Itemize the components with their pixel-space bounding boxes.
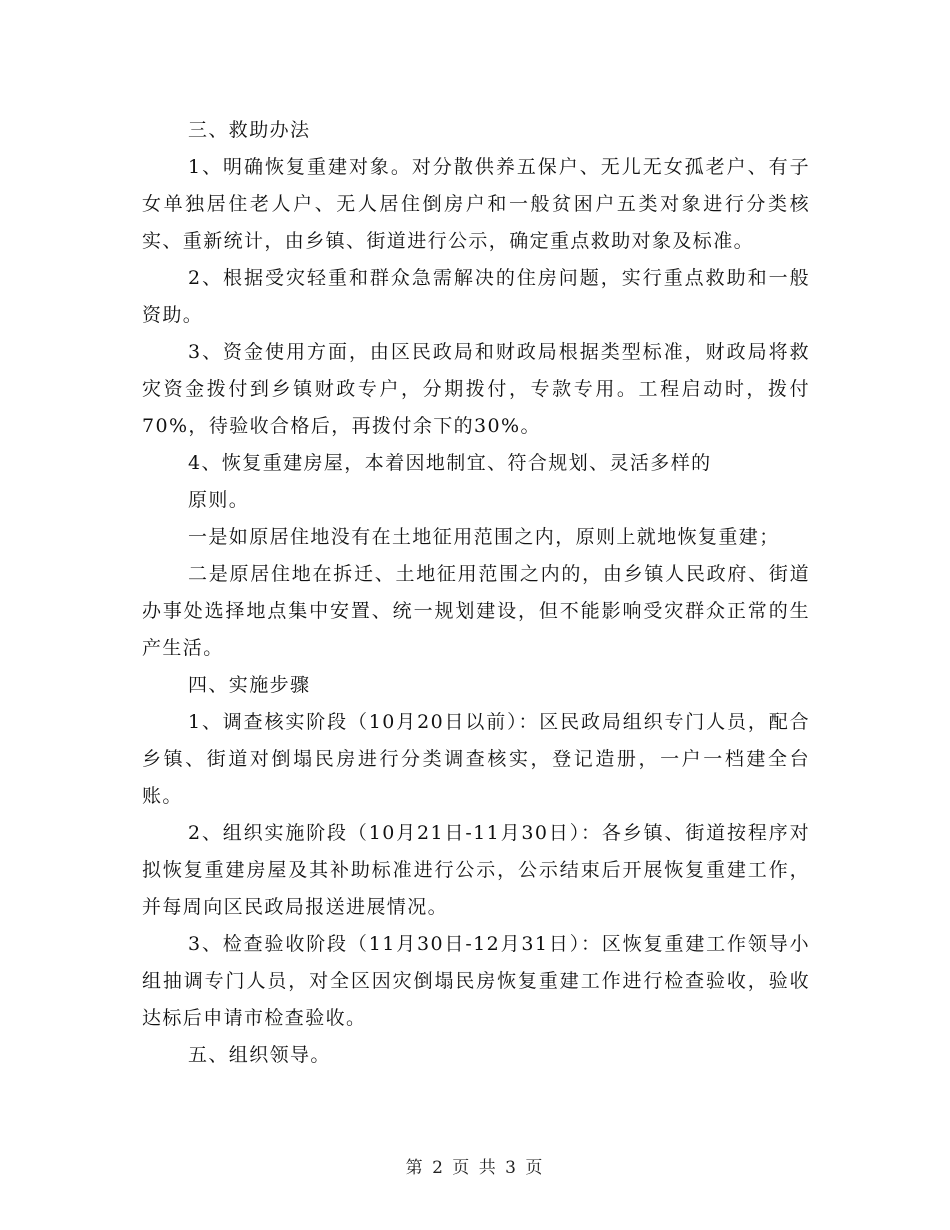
section-heading-3: 三、救助办法: [188, 119, 311, 141]
page-number-footer: 第 2 页 共 3 页: [405, 1158, 545, 1178]
document-body: [142, 112, 810, 1074]
paragraph-4-3: 3、检查验收阶段（11月30日-12月31日）：区恢复重建工作领导小组抽调专门人员，对全区因灾倒塌民房恢复重建工作进行检查验收，验收达标后申请市检查验收。: [142, 933, 810, 1029]
section-heading-4: 四、实施步骤: [188, 674, 311, 696]
paragraph-3-3: 3、资金使用方面，由区民政局和财政局根据类型标准，财政局将救灾资金拨付到乡镇财政专户，分期拨付，专款专用。工程启动时，拨付70%，待验收合格后，再拨付余下的30%。: [142, 341, 810, 437]
paragraph-4-2: 2、组织实施阶段（10月21日-11月30日）：各乡镇、街道按程序对拟恢复重建房屋及其补助标准进行公示，公示结束后开展恢复重建工作，并每周向区民政局报送进展情况。: [142, 822, 810, 918]
paragraph-3-2: 2、根据受灾轻重和群众急需解决的住房问题，实行重点救助和一般资助。: [142, 267, 810, 326]
paragraph-4-1: 1、调查核实阶段（10月20日以前）：区民政局组织专门人员，配合乡镇、街道对倒塌民房进行分类调查核实，登记造册，一户一档建全台账。: [142, 711, 810, 807]
section-heading-5: 五、组织领导。: [188, 1044, 331, 1066]
paragraph-3-4-continued: 原则。: [188, 489, 250, 511]
paragraph-3-4: 4、恢复重建房屋，本着因地制宜、符合规划、灵活多样的: [188, 452, 712, 474]
paragraph-3-4-item-2: 二是原居住地在拆迁、土地征用范围之内的，由乡镇人民政府、街道办事处选择地点集中安置、统一规划建设，但不能影响受灾群众正常的生产生活。: [142, 563, 810, 659]
paragraph-3-1: 1、明确恢复重建对象。对分散供养五保户、无儿无女孤老户、有子女单独居住老人户、无人居住倒房户和一般贫困户五类对象进行分类核实、重新统计，由乡镇、街道进行公示，确定重点救助对象及标准。: [142, 156, 810, 252]
paragraph-3-4-item-1: 一是如原居住地没有在土地征用范围之内，原则上就地恢复重建；: [188, 526, 780, 548]
